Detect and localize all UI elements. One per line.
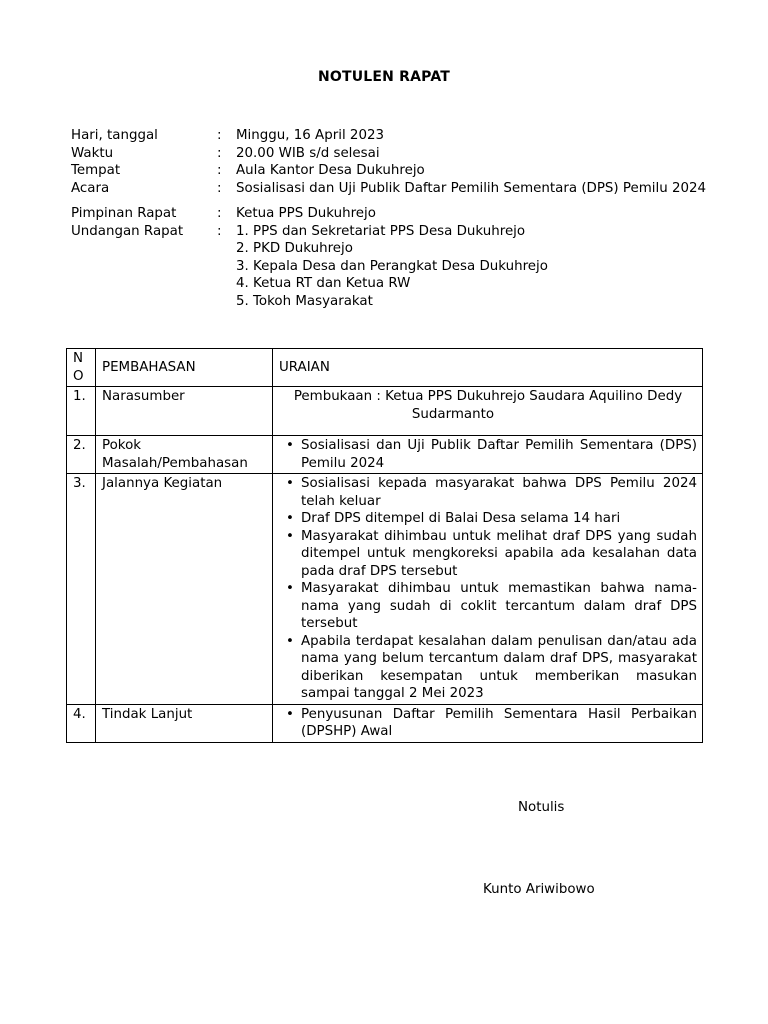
info-row-place <box>71 162 711 180</box>
row-number: 3. <box>67 474 96 705</box>
info-value: Ketua PPS Dukuhrejo <box>236 206 376 221</box>
signature-role: Notulis <box>518 800 565 815</box>
table-row <box>67 387 703 436</box>
document-title: NOTULEN RAPAT <box>317 69 451 85</box>
table-row <box>67 474 703 705</box>
invitation-list <box>236 223 711 311</box>
signature-name: Kunto Ariwibowo <box>483 882 595 897</box>
info-value: Aula Kantor Desa Dukuhrejo <box>236 163 425 178</box>
bullet-icon: • <box>286 528 294 544</box>
info-separator: : <box>217 145 222 161</box>
row-detail <box>273 387 703 436</box>
row-detail <box>273 704 703 742</box>
row-number: 2. <box>67 436 96 474</box>
header-no: N O <box>67 349 96 387</box>
row-number: 1. <box>67 387 96 436</box>
bullet-icon: • <box>286 633 294 649</box>
invitation-item: 2. PKD Dukuhrejo <box>236 241 353 256</box>
detail-point: • Masyarakat dihimbau untuk memastikan bahwa nama-nama yang sudah di coklit tercantum dalam draf DPS tersebut <box>286 581 697 631</box>
info-separator: : <box>217 163 222 178</box>
detail-point: • Sosialisasi dan Uji Publik Daftar Pemilih Sementara (DPS) Pemilu 2024 <box>286 438 697 471</box>
row-detail <box>273 436 703 474</box>
info-row-date <box>71 127 711 145</box>
header-detail: URAIAN <box>273 349 703 387</box>
header-topic: PEMBAHASAN <box>96 349 273 387</box>
row-topic: Tindak Lanjut <box>96 704 273 742</box>
info-row-time <box>71 145 711 163</box>
detail-point: • Draf DPS ditempel di Balai Desa selama 14 hari <box>286 511 621 526</box>
info-row-agenda <box>71 180 711 198</box>
bullet-icon: • <box>286 706 294 722</box>
invitation-item: 3. Kepala Desa dan Perangkat Desa Dukuhrejo <box>236 258 548 274</box>
info-separator: : <box>217 180 222 196</box>
info-label: Undangan Rapat <box>71 223 184 239</box>
bullet-icon: • <box>286 581 294 596</box>
info-label: Waktu <box>71 145 114 161</box>
info-label: Hari, tanggal <box>71 128 158 143</box>
detail-point: • Apabila terdapat kesalahan dalam penulisan dan/atau ada nama yang belum tercantum dalam draf DPS, masyarakat diberikan kesempatan untuk memberikan masukan sampai tanggal 2 Mei 2023 <box>286 633 697 701</box>
bullet-icon: • <box>286 438 294 453</box>
table-row <box>67 436 703 474</box>
info-label: Acara <box>71 180 110 196</box>
info-value: Minggu, 16 April 2023 <box>236 128 384 143</box>
opening-line: Sudarmanto <box>411 406 495 422</box>
row-topic: Pokok Masalah/Pembahasan <box>96 436 273 474</box>
meeting-info <box>71 127 711 310</box>
row-number: 4. <box>67 704 96 742</box>
info-label: Pimpinan Rapat <box>71 206 177 221</box>
detail-point: • Masyarakat dihimbau untuk melihat draf DPS yang sudah ditempel untuk mengkoreksi apabila ada kesalahan data pada draf DPS tersebut <box>286 528 697 579</box>
info-value: 20.00 WIB s/d selesai <box>236 145 380 161</box>
info-separator: : <box>217 223 222 239</box>
info-label: Tempat <box>71 163 121 178</box>
info-separator: : <box>217 128 222 143</box>
opening-text <box>279 388 697 423</box>
minutes-table <box>66 348 703 743</box>
detail-point: • Penyusunan Daftar Pemilih Sementara Hasil Perbaikan (DPSHP) Awal <box>286 706 697 739</box>
info-row-invitation <box>71 223 711 311</box>
info-value: Sosialisasi dan Uji Publik Daftar Pemilih Sementara (DPS) Pemilu 2024 <box>236 180 707 196</box>
detail-point: • Sosialisasi kepada masyarakat bahwa DPS Pemilu 2024 telah keluar <box>286 476 697 509</box>
info-row-chair <box>71 205 711 223</box>
row-topic: Jalannya Kegiatan <box>96 474 273 705</box>
opening-line: Pembukaan : Ketua PPS Dukuhrejo Saudara Aquilino Dedy <box>293 389 683 404</box>
invitation-item: 4. Ketua RT dan Ketua RW <box>236 276 411 291</box>
bullet-icon: • <box>286 511 294 526</box>
invitation-item: 5. Tokoh Masyarakat <box>236 293 373 309</box>
invitation-item: 1. PPS dan Sekretariat PPS Desa Dukuhrejo <box>236 223 526 239</box>
row-detail <box>273 474 703 705</box>
table-header-row <box>67 349 703 387</box>
bullet-icon: • <box>286 476 294 491</box>
row-topic: Narasumber <box>96 387 273 436</box>
info-separator: : <box>217 206 222 221</box>
table-row <box>67 704 703 742</box>
